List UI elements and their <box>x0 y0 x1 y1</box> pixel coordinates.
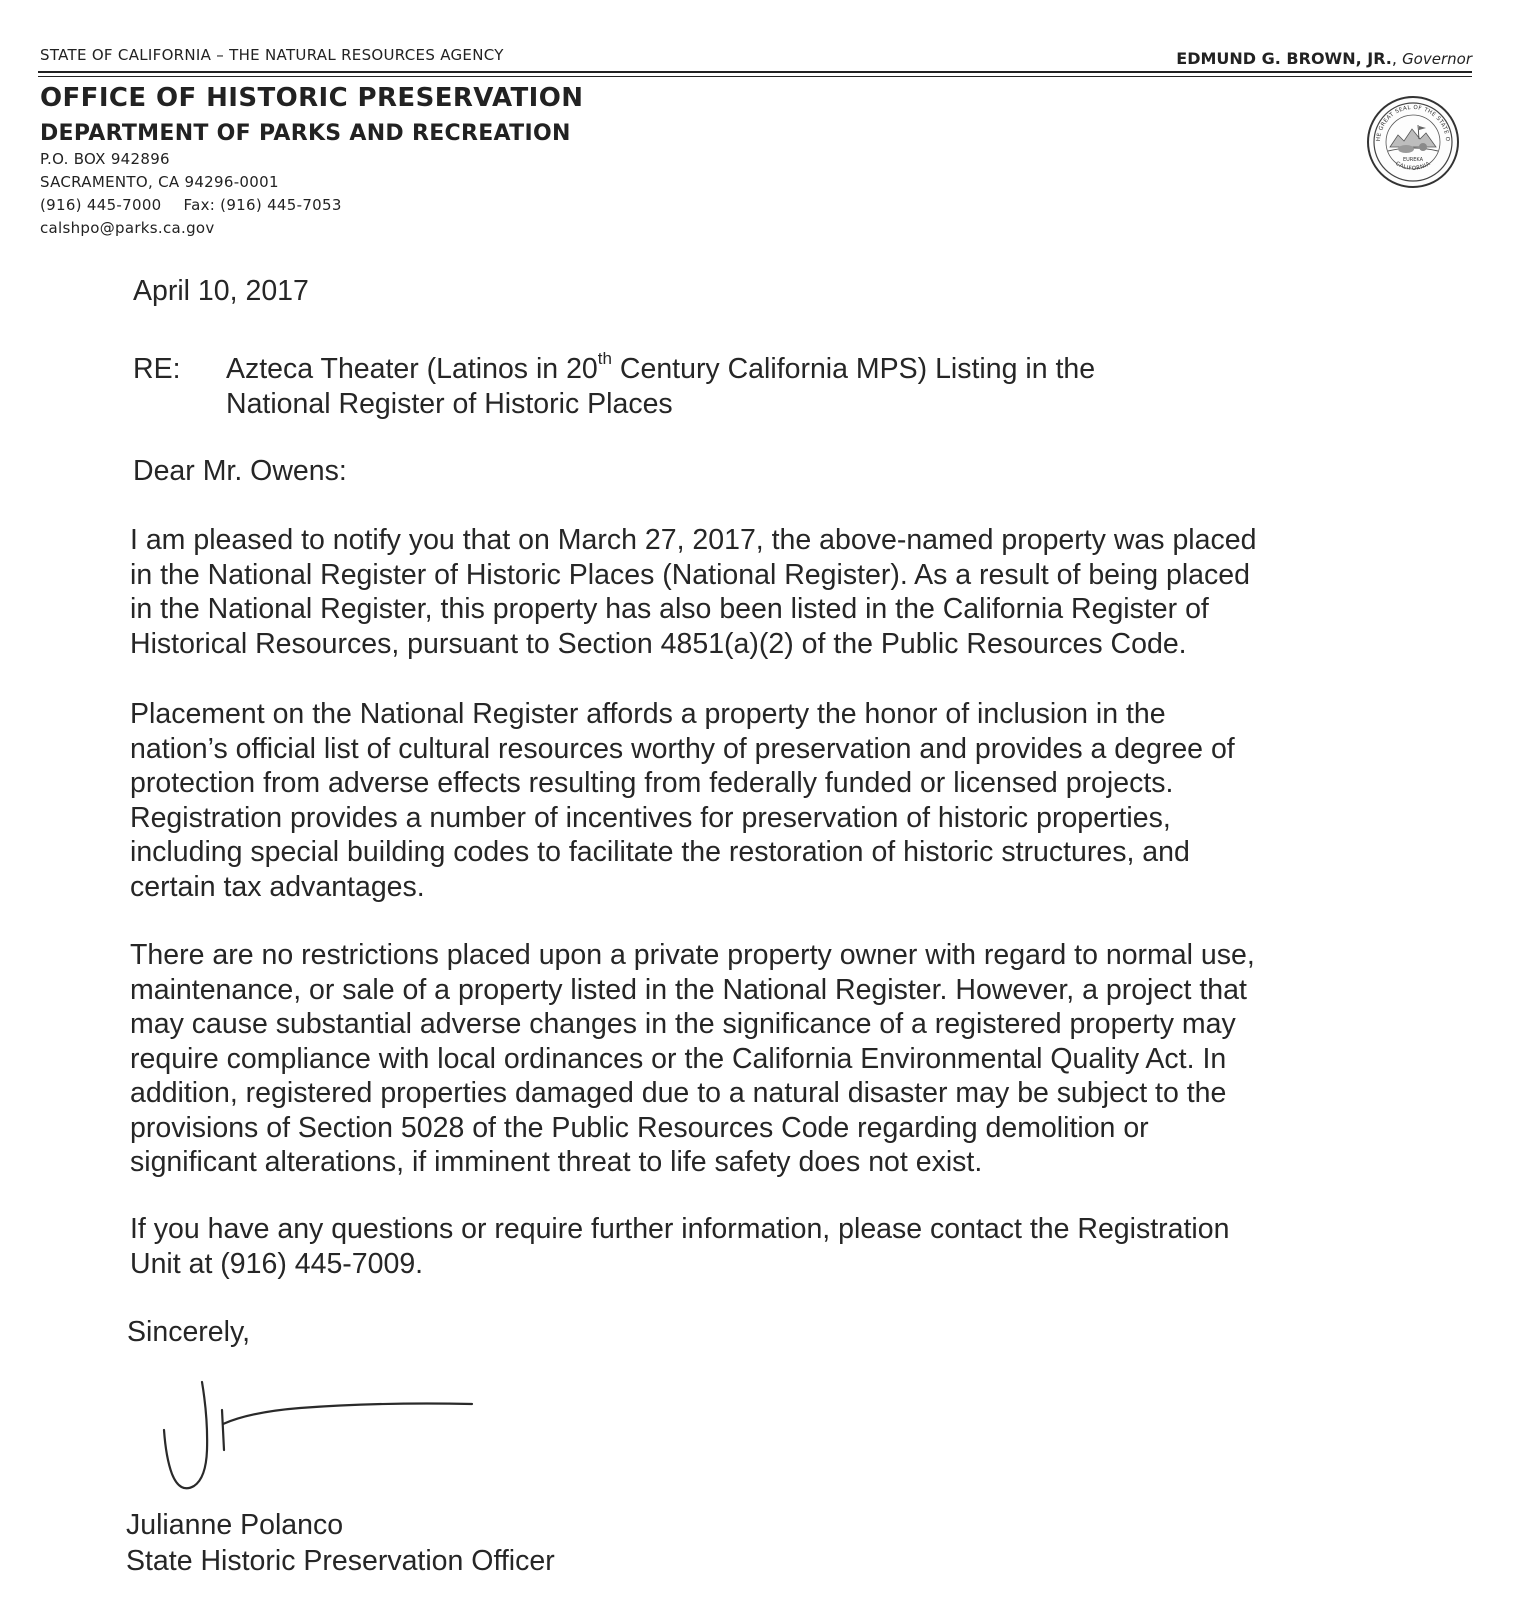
state-seal-icon <box>1366 95 1460 189</box>
subject-line-2: National Register of Historic Places <box>226 387 673 420</box>
governor-name: EDMUND G. BROWN, JR. <box>1176 49 1392 68</box>
paragraph-benefits: Placement on the National Register affords a property the honor of inclusion in the nation’s official list of cultural resources worthy of preservation and provides a degree of protection from adverse effects resulting from federally funded or licensed projects. Registration provides a number of incentives for preservation of historic properties, including special building codes to facilitate the restoration of historic structures, and certain tax advantages. <box>130 698 1235 903</box>
svg-text:CALIFORNIA: CALIFORNIA <box>1394 160 1432 172</box>
fax-number: Fax: (916) 445-7053 <box>183 196 342 214</box>
subject-line-1: Azteca Theater (Latinos in 20th Century California MPS) Listing in the <box>226 348 1096 385</box>
paragraph-restrictions: There are no restrictions placed upon a private property owner with regard to normal use, maintenance, or sale of a property listed in the National Register. However, a project that may cause substantial adverse changes in the significance of a registered property may require compliance with local ordinances or the California Environmental Quality Act. In addition, registered properties damaged due to a natural disaster may be subject to the provisions of Section 5028 of the Public Resources Code regarding demolition or significant alterations, if imminent threat to life safety does not exist. <box>130 939 1255 1178</box>
seal-text: HE GREAT SEAL OF THE STATE O <box>1375 104 1451 142</box>
subject-label: RE: <box>133 353 181 385</box>
salutation: Dear Mr. Owens: <box>133 455 347 487</box>
paragraph-notification: I am pleased to notify you that on March 27, 2017, the above-named property was placed in the National Register of Historic Places (National Register). As a result of being placed in the National Register, this property has also been listed in the California Register of Historical Resources, pursuant to Section 4851(a)(2) of the Public Resources Code. <box>130 524 1257 660</box>
city-state-zip: SACRAMENTO, CA 94296-0001 <box>40 173 279 191</box>
governor-title: Governor <box>1402 50 1472 68</box>
office-name: OFFICE OF HISTORIC PRESERVATION <box>40 83 584 113</box>
signer-name: Julianne Polanco <box>126 1509 344 1541</box>
signature-image <box>150 1378 490 1503</box>
letter-date: April 10, 2017 <box>133 275 309 307</box>
signer-title: State Historic Preservation Officer <box>126 1545 555 1577</box>
header-rule-thin <box>38 76 1472 77</box>
subject-line <box>226 348 1226 421</box>
po-box: P.O. BOX 942896 <box>40 150 170 168</box>
svg-text:EUREKA: EUREKA <box>1402 157 1424 163</box>
agency-name: STATE OF CALIFORNIA – THE NATURAL RESOURCES AGENCY <box>40 46 504 64</box>
phone-fax-line <box>40 196 342 214</box>
header-rule-thick <box>38 71 1472 73</box>
email-address: calshpo@parks.ca.gov <box>40 219 215 237</box>
governor-line: EDMUND G. BROWN, JR., Governor <box>1176 49 1472 68</box>
department-name: DEPARTMENT OF PARKS AND RECREATION <box>40 121 571 146</box>
phone-number: (916) 445-7000 <box>40 196 162 214</box>
paragraph-contact: If you have any questions or require further information, please contact the Registration Unit at (916) 445-7009. <box>130 1213 1230 1280</box>
closing: Sincerely, <box>127 1316 251 1348</box>
